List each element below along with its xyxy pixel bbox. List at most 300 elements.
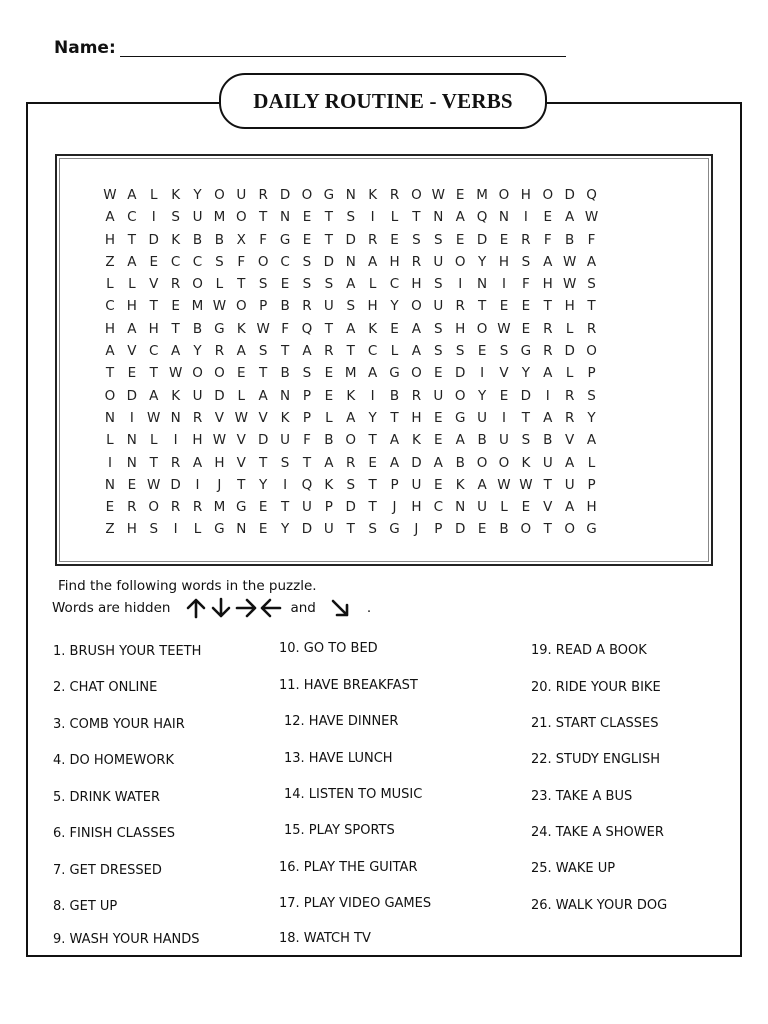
grid-letter[interactable]: Y xyxy=(390,298,399,315)
grid-letter[interactable]: K xyxy=(368,320,378,337)
grid-letter[interactable]: W xyxy=(147,476,161,493)
grid-letter[interactable]: O xyxy=(301,187,313,203)
grid-letter[interactable]: A xyxy=(411,320,422,337)
grid-letter[interactable]: V xyxy=(149,276,159,293)
grid-letter[interactable]: R xyxy=(170,276,181,293)
grid-letter[interactable]: R xyxy=(324,343,334,360)
grid-letter[interactable]: S xyxy=(587,276,596,293)
grid-letter[interactable]: I xyxy=(370,209,375,226)
grid-letter[interactable]: N xyxy=(104,409,115,426)
grid-letter[interactable]: T xyxy=(149,298,158,315)
grid-letter[interactable]: Y xyxy=(280,521,290,538)
grid-letter[interactable]: S xyxy=(302,276,312,293)
grid-letter[interactable]: L xyxy=(106,276,114,293)
grid-letter[interactable]: K xyxy=(171,187,181,203)
grid-letter[interactable]: P xyxy=(390,476,399,493)
grid-letter[interactable]: K xyxy=(324,476,334,493)
grid-letter[interactable]: S xyxy=(587,387,596,404)
grid-letter[interactable]: I xyxy=(370,387,375,404)
grid-letter[interactable]: L xyxy=(149,432,158,449)
grid-letter[interactable]: I xyxy=(151,209,156,226)
grid-letter[interactable]: T xyxy=(543,476,552,493)
grid-letter[interactable]: O xyxy=(192,276,203,293)
grid-letter[interactable]: E xyxy=(390,320,399,337)
grid-letter[interactable]: O xyxy=(476,454,488,471)
grid-letter[interactable]: A xyxy=(127,187,137,203)
grid-letter[interactable]: T xyxy=(543,521,552,538)
grid-letter[interactable]: R xyxy=(411,387,422,404)
grid-letter[interactable]: G xyxy=(323,187,335,203)
grid-letter[interactable]: R xyxy=(543,320,553,337)
grid-letter[interactable]: C xyxy=(389,276,400,293)
grid-letter[interactable]: N xyxy=(433,209,444,226)
grid-letter[interactable]: E xyxy=(499,231,509,248)
grid-letter[interactable]: D xyxy=(454,521,466,538)
grid-letter[interactable]: C xyxy=(170,253,181,270)
grid-letter[interactable]: S xyxy=(434,231,443,248)
grid-letter[interactable]: S xyxy=(149,521,159,538)
grid-letter[interactable]: C xyxy=(192,253,203,270)
grid-letter[interactable]: A xyxy=(105,343,115,360)
grid-letter[interactable]: U xyxy=(433,253,444,270)
grid-letter[interactable]: S xyxy=(324,276,334,293)
grid-letter[interactable]: T xyxy=(368,432,377,449)
grid-letter[interactable]: X xyxy=(236,231,246,248)
grid-letter[interactable]: I xyxy=(501,409,506,426)
grid-letter[interactable]: U xyxy=(323,298,334,315)
grid-letter[interactable]: U xyxy=(499,432,509,449)
grid-letter[interactable]: O xyxy=(411,365,422,382)
grid-letter[interactable]: O xyxy=(542,187,554,203)
grid-letter[interactable]: I xyxy=(173,521,178,538)
grid-letter[interactable]: A xyxy=(346,409,356,426)
grid-letter[interactable]: I xyxy=(195,476,200,493)
grid-letter[interactable]: H xyxy=(104,231,116,248)
grid-letter[interactable]: A xyxy=(389,454,400,471)
grid-letter[interactable]: L xyxy=(128,276,136,293)
grid-letter[interactable]: T xyxy=(259,454,268,471)
grid-letter[interactable]: H xyxy=(126,298,137,315)
grid-letter[interactable]: A xyxy=(565,209,575,226)
grid-letter[interactable]: M xyxy=(213,499,226,516)
grid-letter[interactable]: W xyxy=(497,476,511,493)
grid-letter[interactable]: S xyxy=(434,343,443,360)
grid-letter[interactable]: T xyxy=(587,298,596,315)
grid-letter[interactable]: N xyxy=(455,499,466,516)
grid-letter[interactable]: A xyxy=(455,432,465,449)
grid-letter[interactable]: E xyxy=(521,499,531,516)
grid-letter[interactable]: D xyxy=(345,231,356,248)
grid-letter[interactable]: L xyxy=(565,320,574,337)
grid-letter[interactable]: U xyxy=(302,499,312,516)
grid-letter[interactable]: T xyxy=(543,298,552,315)
grid-letter[interactable]: S xyxy=(215,253,224,270)
grid-letter[interactable]: U xyxy=(280,432,291,449)
grid-letter[interactable]: E xyxy=(258,499,268,516)
grid-letter[interactable]: T xyxy=(259,209,268,226)
grid-letter[interactable]: M xyxy=(191,298,204,315)
grid-letter[interactable]: N xyxy=(236,521,247,538)
grid-letter[interactable]: E xyxy=(477,343,487,360)
grid-letter[interactable]: E xyxy=(543,209,553,226)
grid-letter[interactable]: A xyxy=(565,499,575,516)
grid-letter[interactable]: H xyxy=(214,454,225,471)
grid-letter[interactable]: L xyxy=(149,187,158,203)
grid-letter[interactable]: L xyxy=(237,387,246,404)
grid-letter[interactable]: A xyxy=(368,253,378,270)
grid-letter[interactable]: I xyxy=(458,276,463,293)
grid-letter[interactable]: L xyxy=(368,276,377,293)
grid-letter[interactable]: M xyxy=(344,365,357,382)
grid-letter[interactable]: E xyxy=(434,365,443,382)
grid-letter[interactable]: Y xyxy=(477,387,487,404)
grid-letter[interactable]: T xyxy=(259,365,268,382)
grid-letter[interactable]: O xyxy=(214,365,225,382)
grid-letter[interactable]: W xyxy=(234,409,248,426)
grid-letter[interactable]: H xyxy=(411,409,422,426)
grid-letter[interactable]: R xyxy=(214,343,225,360)
grid-letter[interactable]: K xyxy=(171,231,181,248)
grid-letter[interactable]: U xyxy=(236,187,247,203)
grid-letter[interactable]: S xyxy=(499,343,509,360)
grid-letter[interactable]: W xyxy=(519,476,533,493)
grid-letter[interactable]: C xyxy=(280,253,290,270)
grid-letter[interactable]: S xyxy=(280,454,290,471)
grid-letter[interactable]: T xyxy=(346,343,355,360)
grid-letter[interactable]: W xyxy=(256,320,270,337)
grid-letter[interactable]: P xyxy=(324,499,333,516)
grid-letter[interactable]: H xyxy=(367,298,378,315)
grid-letter[interactable]: T xyxy=(346,521,355,538)
grid-letter[interactable]: A xyxy=(302,343,312,360)
grid-letter[interactable]: B xyxy=(280,365,290,382)
grid-letter[interactable]: P xyxy=(302,409,312,426)
grid-letter[interactable]: S xyxy=(302,253,312,270)
grid-letter[interactable]: S xyxy=(346,298,356,315)
grid-letter[interactable]: A xyxy=(586,253,597,270)
grid-letter[interactable]: T xyxy=(324,209,333,226)
grid-letter[interactable]: L xyxy=(106,432,114,449)
grid-letter[interactable]: D xyxy=(126,387,138,404)
grid-letter[interactable]: G xyxy=(586,521,597,538)
grid-letter[interactable]: F xyxy=(259,231,268,248)
grid-letter[interactable]: A xyxy=(258,387,268,404)
grid-letter[interactable]: B xyxy=(389,387,400,404)
grid-letter[interactable]: Y xyxy=(477,253,487,270)
grid-letter[interactable]: W xyxy=(497,320,511,337)
grid-letter[interactable]: U xyxy=(192,387,203,404)
grid-letter[interactable]: E xyxy=(434,409,443,426)
grid-letter[interactable]: B xyxy=(192,320,203,337)
grid-letter[interactable]: R xyxy=(170,454,181,471)
grid-letter[interactable]: H xyxy=(498,253,510,270)
grid-letter[interactable]: N xyxy=(345,253,356,270)
grid-letter[interactable]: E xyxy=(455,231,465,248)
grid-letter[interactable]: R xyxy=(258,187,268,203)
grid-letter[interactable]: H xyxy=(520,187,531,203)
name-field-line[interactable] xyxy=(120,56,566,57)
grid-letter[interactable]: V xyxy=(258,409,268,426)
grid-letter[interactable]: B xyxy=(477,432,487,449)
grid-letter[interactable]: T xyxy=(324,231,333,248)
grid-letter[interactable]: T xyxy=(324,320,333,337)
grid-letter[interactable]: R xyxy=(389,187,400,203)
grid-letter[interactable]: O xyxy=(257,253,269,270)
grid-letter[interactable]: A xyxy=(477,476,487,493)
grid-letter[interactable]: B xyxy=(280,298,290,315)
grid-letter[interactable]: O xyxy=(498,454,510,471)
grid-letter[interactable]: U xyxy=(542,454,553,471)
grid-letter[interactable]: M xyxy=(476,187,488,203)
grid-letter[interactable]: F xyxy=(281,320,289,337)
grid-letter[interactable]: T xyxy=(149,365,158,382)
grid-letter[interactable]: I xyxy=(107,454,112,471)
grid-letter[interactable]: E xyxy=(477,521,487,538)
grid-letter[interactable]: S xyxy=(302,365,312,382)
grid-letter[interactable]: D xyxy=(454,365,466,382)
grid-letter[interactable]: H xyxy=(126,521,137,538)
grid-letter[interactable]: Y xyxy=(259,476,268,493)
grid-letter[interactable]: K xyxy=(236,320,246,337)
grid-letter[interactable]: E xyxy=(280,276,290,293)
grid-letter[interactable]: R xyxy=(564,409,575,426)
grid-letter[interactable]: A xyxy=(346,320,356,337)
grid-letter[interactable]: U xyxy=(477,409,488,426)
grid-letter[interactable]: H xyxy=(411,499,422,516)
grid-letter[interactable]: E xyxy=(521,320,531,337)
grid-letter[interactable]: U xyxy=(433,298,444,315)
grid-letter[interactable]: E xyxy=(171,298,180,315)
grid-letter[interactable]: D xyxy=(214,387,225,404)
grid-letter[interactable]: Z xyxy=(105,521,115,538)
grid-letter[interactable]: T xyxy=(237,276,246,293)
grid-letter[interactable]: P xyxy=(434,521,443,538)
grid-letter[interactable]: K xyxy=(346,387,356,404)
grid-letter[interactable]: T xyxy=(171,320,180,337)
grid-letter[interactable]: B xyxy=(499,521,509,538)
grid-letter[interactable]: T xyxy=(521,409,530,426)
grid-letter[interactable]: B xyxy=(565,231,575,248)
grid-letter[interactable]: A xyxy=(127,320,137,337)
grid-letter[interactable]: E xyxy=(521,298,531,315)
grid-letter[interactable]: D xyxy=(520,387,532,404)
grid-letter[interactable]: E xyxy=(302,231,312,248)
grid-letter[interactable]: T xyxy=(280,343,290,360)
grid-letter[interactable]: C xyxy=(149,343,159,360)
grid-letter[interactable]: U xyxy=(411,476,422,493)
grid-letter[interactable]: B xyxy=(543,432,553,449)
grid-letter[interactable]: N xyxy=(280,387,291,404)
grid-letter[interactable]: K xyxy=(280,409,290,426)
grid-letter[interactable]: I xyxy=(283,476,288,493)
grid-letter[interactable]: O xyxy=(454,253,466,270)
grid-letter[interactable]: A xyxy=(543,253,553,270)
grid-letter[interactable]: B xyxy=(192,231,203,248)
grid-letter[interactable]: D xyxy=(257,432,269,449)
grid-letter[interactable]: M xyxy=(213,209,226,226)
grid-letter[interactable]: H xyxy=(104,320,116,337)
grid-letter[interactable]: A xyxy=(543,365,553,382)
grid-letter[interactable]: I xyxy=(545,387,550,404)
grid-letter[interactable]: E xyxy=(127,365,137,382)
grid-letter[interactable]: Y xyxy=(368,409,377,426)
grid-letter[interactable]: H xyxy=(542,276,553,293)
grid-letter[interactable]: U xyxy=(192,209,203,226)
grid-letter[interactable]: R xyxy=(521,231,531,248)
grid-letter[interactable]: R xyxy=(346,454,356,471)
grid-letter[interactable]: A xyxy=(105,209,115,226)
grid-letter[interactable]: O xyxy=(411,298,422,315)
grid-letter[interactable]: R xyxy=(367,231,378,248)
grid-letter[interactable]: A xyxy=(127,253,137,270)
grid-letter[interactable]: N xyxy=(126,454,137,471)
grid-letter[interactable]: G xyxy=(279,231,291,248)
grid-letter[interactable]: F xyxy=(587,231,596,248)
grid-letter[interactable]: T xyxy=(477,298,487,315)
grid-letter[interactable]: V xyxy=(543,499,553,516)
grid-letter[interactable]: B xyxy=(455,454,465,471)
grid-letter[interactable]: U xyxy=(323,521,334,538)
grid-letter[interactable]: G xyxy=(214,320,225,337)
grid-letter[interactable]: I xyxy=(173,432,178,449)
grid-letter[interactable]: N xyxy=(477,276,488,293)
grid-letter[interactable]: U xyxy=(477,499,488,516)
grid-letter[interactable]: N xyxy=(280,209,291,226)
grid-letter[interactable]: E xyxy=(390,231,399,248)
grid-letter[interactable]: J xyxy=(217,476,222,493)
grid-letter[interactable]: D xyxy=(564,187,575,203)
grid-letter[interactable]: A xyxy=(543,409,553,426)
grid-letter[interactable]: W xyxy=(103,187,117,203)
grid-letter[interactable]: K xyxy=(455,476,465,493)
grid-letter[interactable]: B xyxy=(324,432,334,449)
grid-letter[interactable]: H xyxy=(192,432,203,449)
grid-letter[interactable]: D xyxy=(279,187,291,203)
grid-letter[interactable]: D xyxy=(411,454,422,471)
grid-letter[interactable]: Z xyxy=(105,253,115,270)
grid-letter[interactable]: E xyxy=(368,454,377,471)
grid-letter[interactable]: E xyxy=(324,387,334,404)
grid-letter[interactable]: O xyxy=(411,187,422,203)
grid-letter[interactable]: S xyxy=(434,276,443,293)
grid-letter[interactable]: A xyxy=(170,343,181,360)
grid-letter[interactable]: E xyxy=(434,476,443,493)
grid-letter[interactable]: G xyxy=(454,409,466,426)
grid-letter[interactable]: P xyxy=(587,476,596,493)
grid-letter[interactable]: W xyxy=(212,432,227,449)
grid-letter[interactable]: T xyxy=(237,476,246,493)
grid-letter[interactable]: A xyxy=(368,365,378,382)
grid-letter[interactable]: F xyxy=(237,253,246,270)
grid-letter[interactable]: S xyxy=(346,476,356,493)
grid-letter[interactable]: R xyxy=(192,499,203,516)
grid-letter[interactable]: O xyxy=(192,365,203,382)
grid-letter[interactable]: V xyxy=(236,432,246,449)
grid-letter[interactable]: A xyxy=(586,432,597,449)
grid-letter[interactable]: E xyxy=(434,432,443,449)
grid-letter[interactable]: A xyxy=(149,387,159,404)
grid-letter[interactable]: R xyxy=(455,298,465,315)
grid-letter[interactable]: Q xyxy=(586,187,597,203)
grid-letter[interactable]: E xyxy=(324,365,334,382)
grid-letter[interactable]: Q xyxy=(476,209,488,226)
grid-letter[interactable]: I xyxy=(129,409,134,426)
grid-letter[interactable]: H xyxy=(564,298,575,315)
grid-letter[interactable]: P xyxy=(259,298,268,315)
grid-letter[interactable]: V xyxy=(236,454,246,471)
grid-letter[interactable]: N xyxy=(170,409,181,426)
grid-letter[interactable]: F xyxy=(543,231,552,248)
grid-letter[interactable]: R xyxy=(302,298,312,315)
grid-letter[interactable]: W xyxy=(147,409,161,426)
grid-letter[interactable]: O xyxy=(235,298,247,315)
grid-letter[interactable]: R xyxy=(586,320,597,337)
grid-letter[interactable]: L xyxy=(215,276,224,293)
grid-letter[interactable]: A xyxy=(411,343,422,360)
grid-letter[interactable]: J xyxy=(414,521,419,538)
grid-letter[interactable]: L xyxy=(193,521,202,538)
grid-letter[interactable]: T xyxy=(105,365,115,382)
grid-letter[interactable]: A xyxy=(192,454,203,471)
grid-letter[interactable]: O xyxy=(104,387,116,404)
grid-letter[interactable]: V xyxy=(565,432,575,449)
grid-letter[interactable]: D xyxy=(476,231,488,248)
grid-letter[interactable]: Q xyxy=(301,320,313,337)
grid-letter[interactable]: O xyxy=(148,499,160,516)
grid-letter[interactable]: E xyxy=(105,499,115,516)
grid-letter[interactable]: O xyxy=(564,521,575,538)
grid-letter[interactable]: N xyxy=(104,476,115,493)
grid-letter[interactable]: F xyxy=(521,276,530,293)
grid-letter[interactable]: V xyxy=(499,365,509,382)
grid-letter[interactable]: T xyxy=(368,476,377,493)
grid-letter[interactable]: S xyxy=(455,343,465,360)
grid-letter[interactable]: Y xyxy=(521,365,530,382)
grid-letter[interactable]: E xyxy=(499,298,509,315)
grid-letter[interactable]: G xyxy=(214,521,225,538)
grid-letter[interactable]: A xyxy=(346,276,356,293)
grid-letter[interactable]: A xyxy=(565,454,575,471)
grid-letter[interactable]: E xyxy=(258,521,268,538)
grid-letter[interactable]: C xyxy=(433,499,444,516)
grid-letter[interactable]: D xyxy=(323,253,335,270)
grid-letter[interactable]: G xyxy=(236,499,247,516)
grid-letter[interactable]: V xyxy=(214,409,225,426)
grid-letter[interactable]: A xyxy=(389,432,400,449)
grid-letter[interactable]: E xyxy=(499,387,509,404)
grid-letter[interactable]: S xyxy=(258,343,268,360)
grid-letter[interactable]: S xyxy=(434,320,443,337)
grid-letter[interactable]: H xyxy=(389,253,400,270)
grid-letter[interactable]: K xyxy=(171,387,181,404)
grid-letter[interactable]: R xyxy=(170,499,181,516)
grid-letter[interactable]: R xyxy=(192,409,203,426)
grid-letter[interactable]: S xyxy=(171,209,180,226)
grid-letter[interactable]: T xyxy=(280,499,290,516)
grid-letter[interactable]: F xyxy=(303,432,311,449)
grid-letter[interactable]: R xyxy=(543,343,553,360)
grid-letter[interactable]: Y xyxy=(193,343,202,360)
grid-letter[interactable]: D xyxy=(301,521,313,538)
grid-letter[interactable]: W xyxy=(212,298,227,315)
grid-letter[interactable]: S xyxy=(521,432,531,449)
grid-letter[interactable]: Y xyxy=(193,187,202,203)
grid-letter[interactable]: C xyxy=(367,343,378,360)
grid-letter[interactable]: G xyxy=(520,343,532,360)
grid-letter[interactable]: H xyxy=(411,276,422,293)
grid-letter[interactable]: G xyxy=(389,365,400,382)
grid-letter[interactable]: O xyxy=(214,187,225,203)
